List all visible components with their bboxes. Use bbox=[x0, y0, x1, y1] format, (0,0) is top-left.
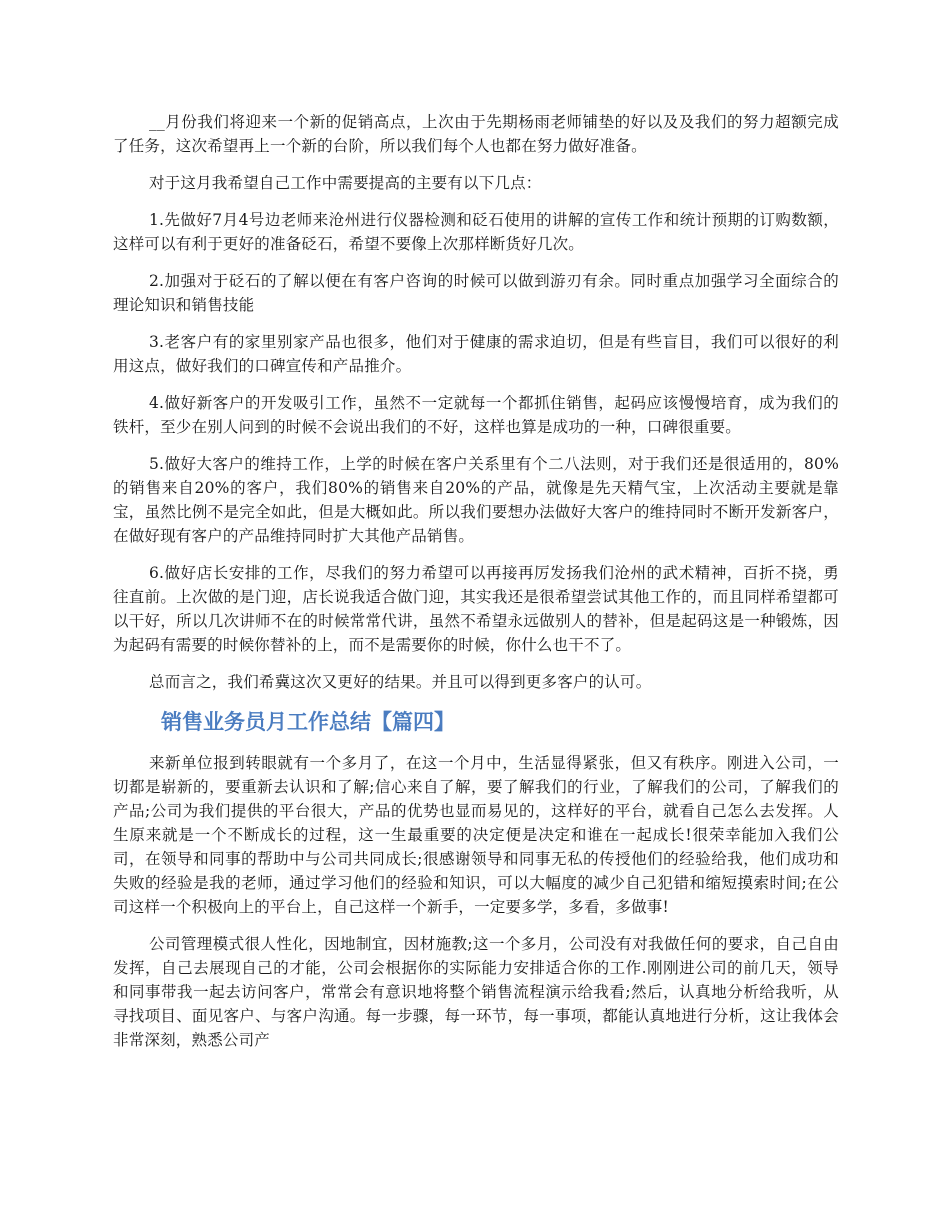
paragraph-point-2: 2.加强对于砭石的了解以便在有客户咨询的时候可以做到游刃有余。同时重点加强学习全面综合的理论知识和销售技能 bbox=[113, 272, 839, 314]
document-page bbox=[113, 110, 839, 1065]
paragraph-point-6: 6.做好店长安排的工作，尽我们的努力希望可以再接再厉发扬我们沧州的武术精神，百折不挠，勇往直前。上次做的是门迎，店长说我适合做门迎，其实我还是很希望尝试其他工作的，而且同样希望都可以干好，所以几次讲师不在的时候常常代讲，虽然不希望永远做别人的替补，但是起码这是一种锻炼，因为起码有需要的时候你替补的上，而不是需要你的时候，你什么也干不了。 bbox=[113, 564, 839, 654]
paragraph-point-3: 3.老客户有的家里别家产品也很多，他们对于健康的需求迫切，但是有些盲目，我们可以很好的利用这点，做好我们的口碑宣传和产品推介。 bbox=[113, 333, 839, 375]
section-heading: 销售业务员月工作总结【篇四】 bbox=[161, 710, 455, 734]
paragraph-conclusion: 总而言之，我们希冀这次又更好的结果。并且可以得到更多客户的认可。 bbox=[149, 673, 652, 691]
paragraph-point-1: 1.先做好7月4号边老师来沧州进行仪器检测和砭石使用的讲解的宣传工作和统计预期的订购数额，这样可以有利于更好的准备砭石，希望不要像上次那样断货好几次。 bbox=[113, 211, 839, 253]
paragraph-points-lead: 对于这月我希望自己工作中需要提高的主要有以下几点： bbox=[149, 174, 542, 192]
paragraph-point-4: 4.做好新客户的开发吸引工作，虽然不一定就每一个都抓住销售，起码应该慢慢培育，成为我们的铁杆，至少在别人问到的时候不会说出我们的不好，这样也算是成功的一种，口碑很重要。 bbox=[113, 394, 839, 436]
paragraph-section-body-2: 公司管理模式很人性化，因地制宜，因材施教;这一个多月，公司没有对我做任何的要求，自己自由发挥，自己去展现自己的才能，公司会根据你的实际能力安排适合你的工作.刚刚进公司的前几天，领导和同事带我一起去访问客户，常常会有意识地将整个销售流程演示给我看;然后，认真地分析给我听，从寻找项目、面见客户、与客户沟通。每一步骤，每一环节，每一事项，都能认真地进行分析，这让我体会非常深刻，熟悉公司产 bbox=[113, 935, 839, 1049]
paragraph-section-body-1: 来新单位报到转眼就有一个多月了，在这一个月中，生活显得紧张，但又有秩序。刚进入公司，一切都是崭新的，要重新去认识和了解;信心来自了解，要了解我们的行业，了解我们的公司，了解我们的产品;公司为我们提供的平台很大，产品的优势也显而易见的，这样好的平台，就看自己怎么去发挥。人生原来就是一个不断成长的过程，这一生最重要的决定便是决定和谁在一起成长!很荣幸能加入我们公司，在领导和同事的帮助中与公司共同成长;很感谢领导和同事无私的传授他们的经验给我，他们成功和失败的经验是我的老师，通过学习他们的经验和知识，可以大幅度的减少自己犯错和缩短摸索时间;在公司这样一个积极向上的平台上，自己这样一个新手，一定要多学，多看，多做事! bbox=[113, 754, 839, 916]
paragraph-point-5: 5.做好大客户的维持工作，上学的时候在客户关系里有个二八法则，对于我们还是很适用的，80%的销售来自20%的客户，我们80%的销售来自20%的产品，就像是先天精气宝，上次活动主要就是靠宝，虽然比例不是完全如此，但是大概如此。所以我们要想办法做好大客户的维持同时不断开发新客户，在做好现有客户的产品维持同时扩大其他产品销售。 bbox=[113, 455, 839, 545]
paragraph-intro: __月份我们将迎来一个新的促销高点，上次由于先期杨雨老师铺垫的好以及及我们的努力超额完成了任务，这次希望再上一个新的台阶，所以我们每个人也都在努力做好准备。 bbox=[113, 113, 839, 155]
